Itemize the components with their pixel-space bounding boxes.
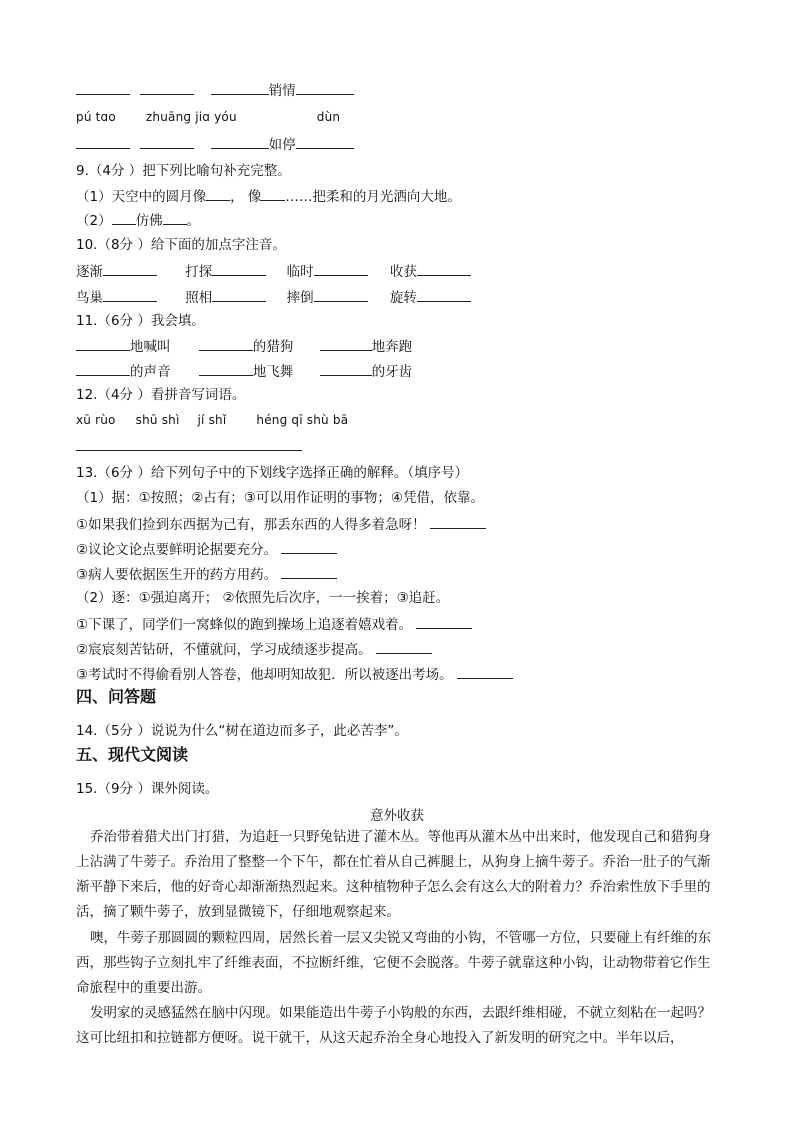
sentence-text: ②议论文论点要鲜明论据要充分。 [76, 542, 278, 558]
section-heading-5: 五、现代文阅读 [76, 745, 189, 764]
q14-title: 14.（5分 ）说说为什么“树在道边而多子，此必苦李”。 [76, 723, 408, 739]
q11-row-1 [76, 336, 412, 356]
word-text: 地奔跑 [371, 339, 413, 355]
sentence-text: ②宸宸刻苦钻研，不懂就问，学习成绩逐步提高。 [76, 642, 372, 658]
answer-blank[interactable] [206, 186, 230, 201]
word-text: 旋转 [389, 290, 417, 306]
pinyin-text: jí shǐ [197, 413, 227, 427]
answer-blank[interactable] [261, 186, 285, 201]
q10-row-2 [76, 287, 471, 307]
word-text: 如停 [268, 137, 296, 153]
q9-sentence-2 [76, 210, 200, 230]
pinyin-answer-row-2 [76, 134, 354, 154]
answer-blank[interactable] [76, 336, 130, 351]
section-heading-4: 四、问答题 [76, 687, 157, 706]
word-text: 的猎狗 [252, 339, 294, 355]
answer-blank[interactable] [314, 261, 368, 276]
word-text: 收获 [389, 264, 417, 280]
q11-title: 11.（6分 ）我会填。 [76, 313, 205, 329]
answer-blank[interactable] [211, 134, 269, 149]
answer-blank[interactable] [211, 80, 269, 95]
sentence-text: ③病人要依据医生开的药方用药。 [76, 567, 278, 583]
q9-sentence-1 [76, 186, 461, 206]
answer-blank[interactable] [417, 261, 471, 276]
story-paragraph-1 [76, 825, 716, 925]
answer-blank[interactable] [76, 134, 130, 149]
pinyin-text: zhuānɡ jiɑ yóu [145, 110, 237, 124]
word-text: 地飞舞 [252, 364, 294, 380]
word-text: 销情 [268, 83, 296, 99]
q12-answer-row [76, 436, 302, 456]
word-text: 的声音 [130, 364, 171, 380]
answer-blank[interactable] [103, 287, 157, 302]
word-text: 逐渐 [76, 264, 103, 280]
answer-blank[interactable] [314, 287, 368, 302]
answer-blank[interactable] [76, 80, 130, 95]
q15-title: 15.（9分 ）课外阅读。 [76, 781, 219, 797]
word-text: 临时 [286, 264, 314, 280]
q13-part-2-definitions: （2）逐：①强迫离开； ②依照先后次序，一一挨着；③追赶。 [76, 590, 450, 606]
word-text: 地喊叫 [130, 339, 171, 355]
q10-title: 10.（8分 ）给下面的加点字注音。 [76, 237, 286, 253]
answer-blank[interactable] [417, 287, 471, 302]
answer-blank[interactable] [281, 539, 337, 554]
q12-pinyin-row [76, 411, 348, 429]
pinyin-text: dùn [316, 110, 341, 124]
sentence-text: （2） [76, 213, 112, 229]
pinyin-row-1 [76, 108, 340, 126]
word-text: 的牙齿 [371, 364, 413, 380]
answer-blank[interactable] [130, 436, 184, 451]
story-paragraph-3 [76, 1001, 716, 1051]
q13-item [76, 539, 337, 559]
answer-blank[interactable] [163, 210, 187, 225]
sentence-text: 仿佛 [135, 213, 163, 229]
q10-row-1 [76, 261, 471, 281]
q13-item [76, 664, 513, 684]
word-text: 鸟巢 [76, 290, 103, 306]
paragraph-text: 噢，牛蒡子那圆圆的颗粒四周，居然长着一层又尖锐又弯曲的小钩，不管哪一方位，只要碰上有纤维的东西，那些钩子立刻扎牢了纤维表面，不拉断纤维，它便不会脱落。牛蒡子就靠这种小钩，让动物带着它作生命旅程中的重要出游。 [76, 930, 711, 996]
pinyin-text: xū rùo [76, 413, 116, 427]
answer-blank[interactable] [296, 134, 354, 149]
word-text: 摔倒 [286, 290, 314, 306]
answer-blank[interactable] [140, 134, 194, 149]
answer-blank[interactable] [320, 336, 372, 351]
answer-blank[interactable] [457, 664, 513, 679]
answer-blank[interactable] [112, 210, 136, 225]
answer-blank[interactable] [416, 614, 472, 629]
answer-blank[interactable] [376, 639, 432, 654]
answer-blank[interactable] [296, 80, 354, 95]
sentence-text: （1）天空中的圆月像 [76, 189, 207, 205]
story-paragraph-2 [76, 926, 716, 1001]
answer-blank[interactable] [281, 564, 337, 579]
q12-title: 12.（4分 ）看拼音写词语。 [76, 387, 246, 403]
pinyin-text: shū shì [135, 413, 180, 427]
answer-blank[interactable] [140, 80, 194, 95]
pinyin-answer-row-1 [76, 80, 354, 100]
q11-row-2 [76, 361, 412, 381]
sentence-text: ①下课了，同学们一窝蜂似的跑到操场上追逐着嬉戏着。 [76, 617, 413, 633]
q13-item [76, 514, 486, 534]
word-text: 打探 [185, 264, 213, 280]
sentence-text: ③考试时不得偷看别人答卷，他却明知故犯．所以被逐出考场。 [76, 667, 453, 683]
answer-blank[interactable] [320, 361, 372, 376]
paragraph-text: 乔治带着猎犬出门打猎，为追赶一只野兔钻进了灌木丛。等他再从灌木丛中出来时，他发现自己和猎狗身上沾满了牛蒡子。乔治用了整整一个下午，都在忙着从自己裤腿上，从狗身上摘牛蒡子。乔治一肚子的气渐渐平静下来后，他的好奇心却渐渐热烈起来。这种植物种子怎么会有这么大的附着力？乔治索性放下手里的活，摘了颗牛蒡子，放到显微镜下，仔细地观察起来。 [76, 829, 711, 920]
answer-blank[interactable] [103, 261, 157, 276]
sentence-text: ……把柔和的月光洒向大地。 [285, 189, 461, 205]
q9-title: 9.（4分 ）把下列比喻句补充完整。 [76, 163, 291, 179]
answer-blank[interactable] [238, 436, 302, 451]
answer-blank[interactable] [76, 361, 130, 376]
q13-part-1-definitions: （1）据：①按照；②占有；③可以用作证明的事物；④凭借，依靠。 [76, 490, 484, 506]
sentence-text: 。 [186, 213, 201, 229]
pinyin-text: hénɡ qī shù bā [256, 413, 349, 427]
q13-item [76, 564, 337, 584]
q13-item [76, 614, 472, 634]
paragraph-text: 发明家的灵感猛然在脑中闪现。如果能造出牛蒡子小钩般的东西，去跟纤维相碰，不就立刻粘在一起吗？这可比纽扣和拉链都方便呀。说干就干，从这天起乔治全身心地投入了新发明的研究之中。半年以后， [76, 1005, 711, 1046]
answer-blank[interactable] [199, 361, 253, 376]
answer-blank[interactable] [76, 436, 130, 451]
answer-blank[interactable] [212, 261, 266, 276]
answer-blank[interactable] [212, 287, 266, 302]
sentence-text: ， 像 [230, 189, 262, 205]
answer-blank[interactable] [184, 436, 238, 451]
answer-blank[interactable] [199, 336, 253, 351]
story-title: 意外收获 [370, 808, 424, 824]
answer-blank[interactable] [430, 514, 486, 529]
sentence-text: ①如果我们捡到东西据为己有，那丢东西的人得多着急呀！ [76, 517, 426, 533]
pinyin-text: pú tɑo [76, 110, 116, 124]
word-text: 照相 [185, 290, 213, 306]
q13-title: 13.（6分 ）给下列句子中的下划线字选择正确的解释。（填序号） [76, 465, 469, 481]
q13-item [76, 639, 432, 659]
